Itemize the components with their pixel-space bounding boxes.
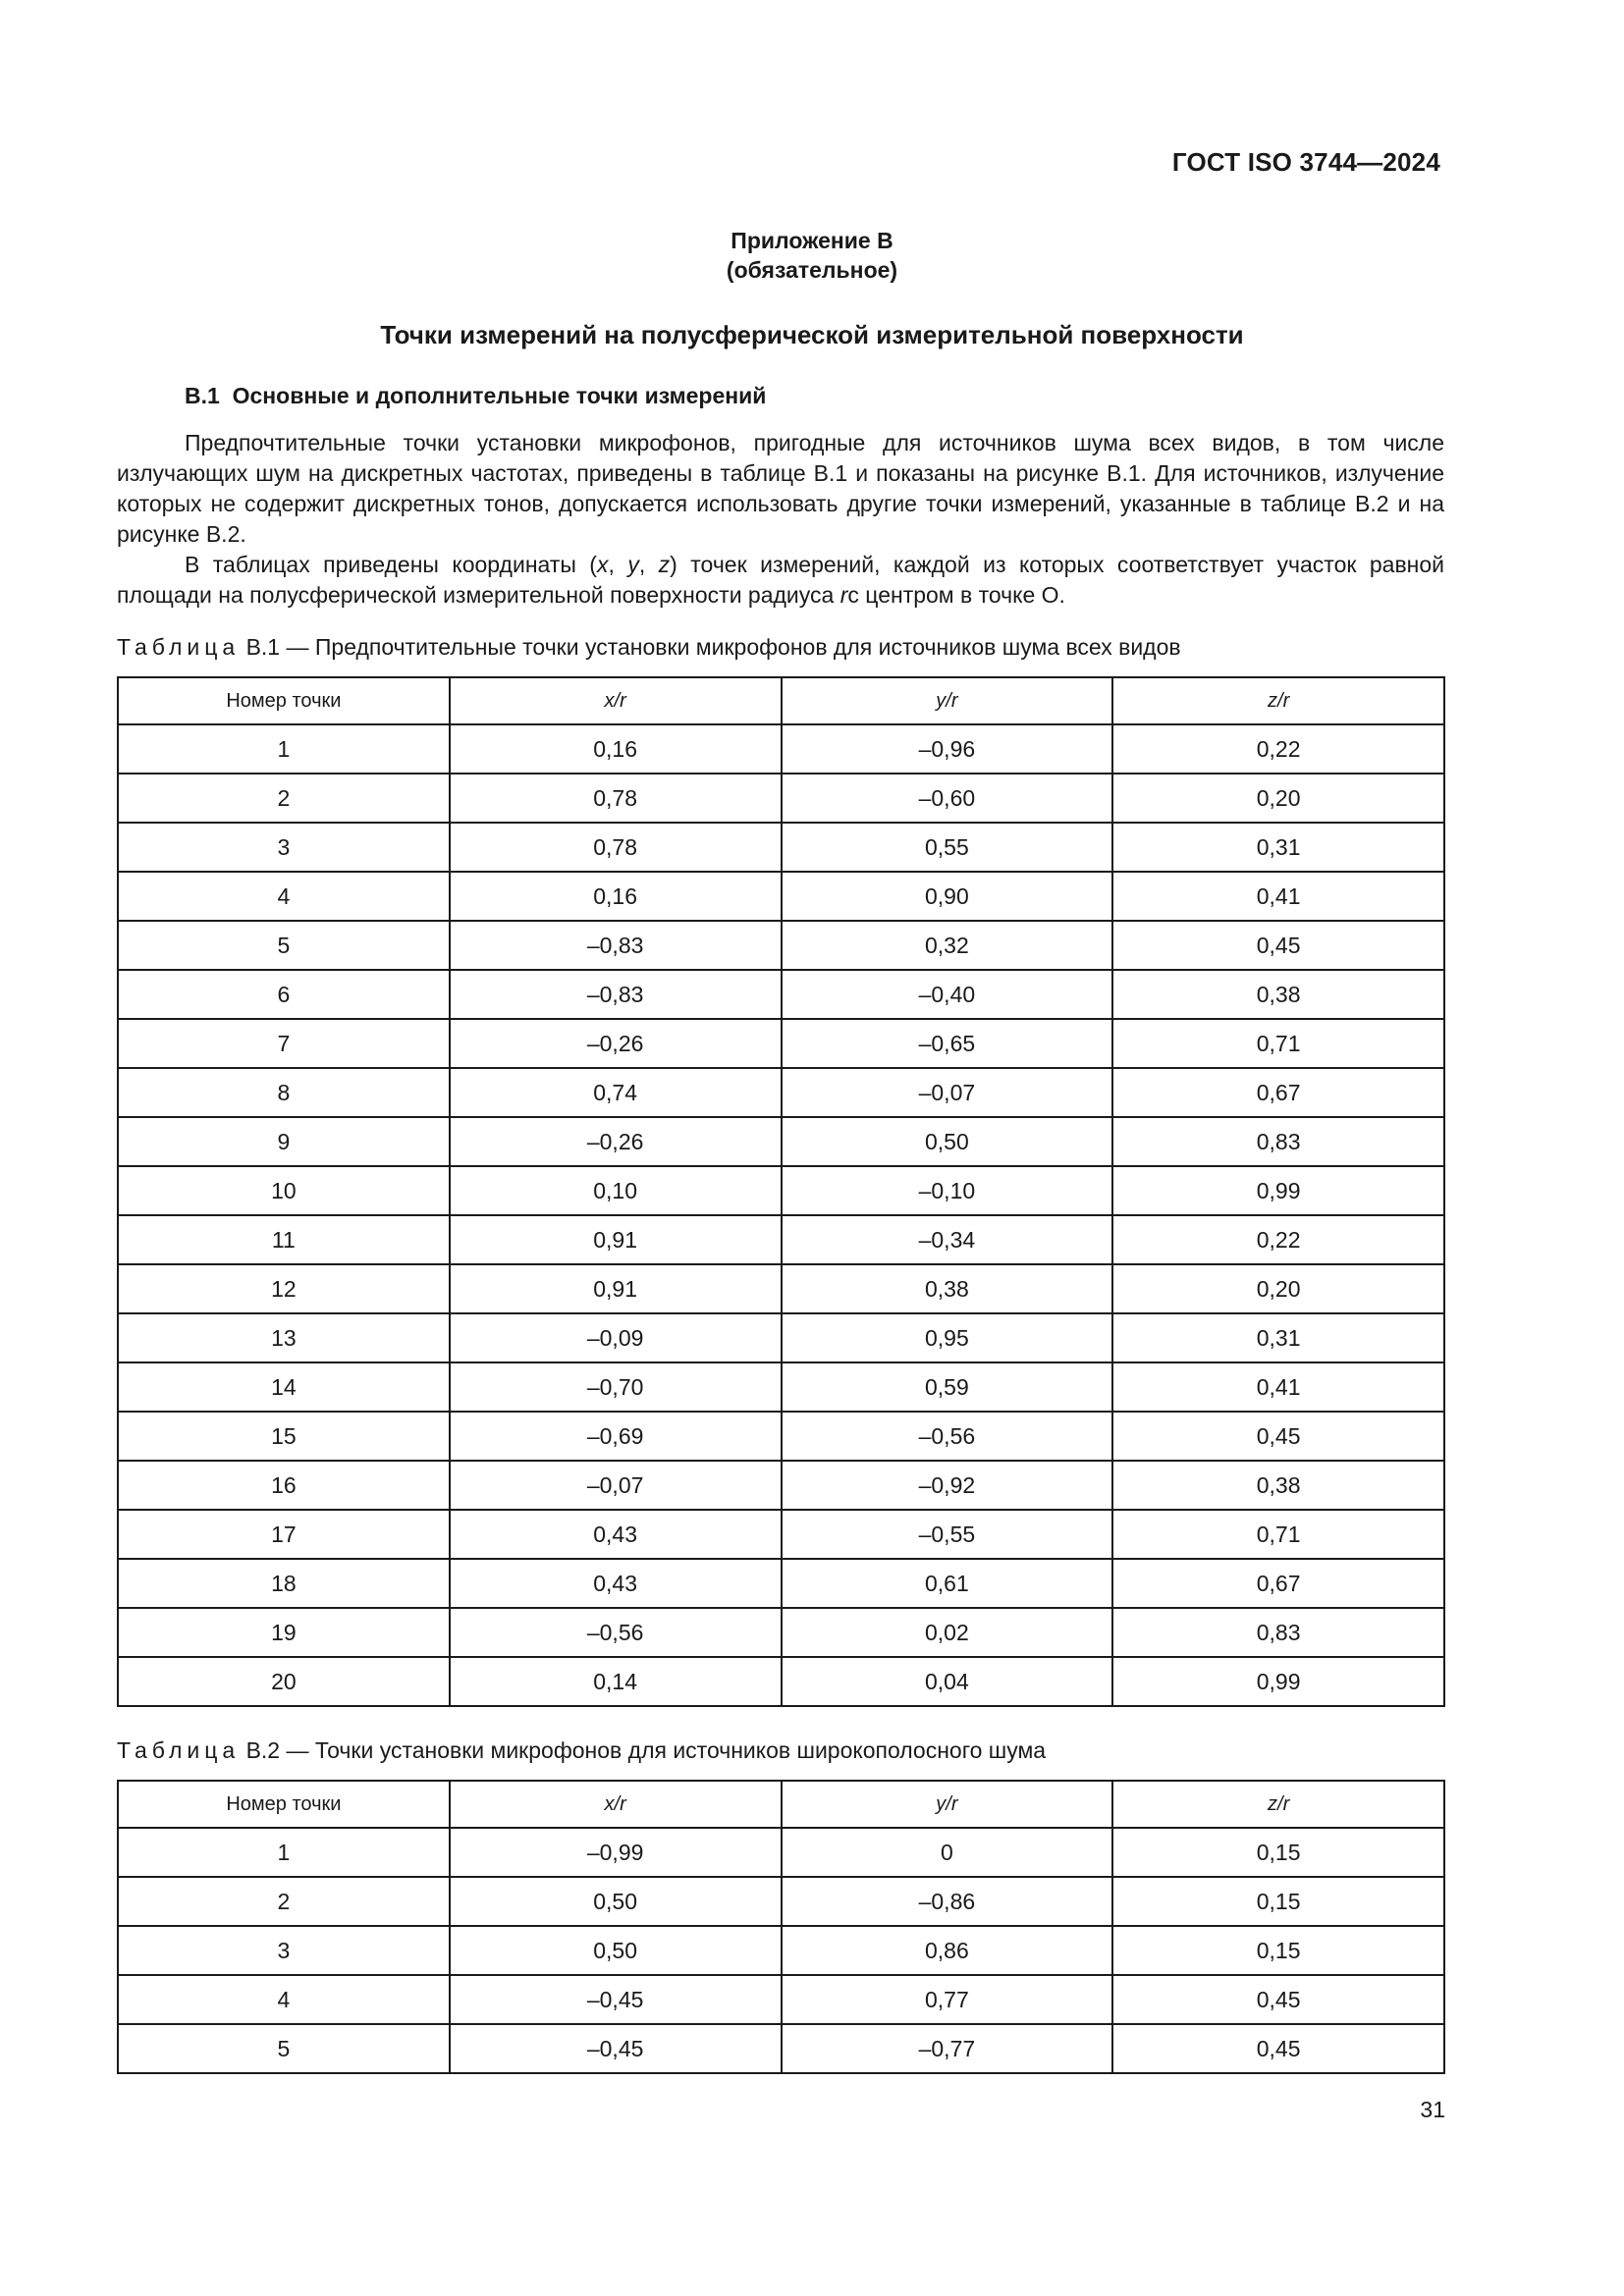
y-over-r-cell: –0,34 <box>782 1215 1113 1264</box>
x-over-r-cell: 0,78 <box>450 774 782 823</box>
table-word: Таблица <box>117 634 241 660</box>
page-number: 31 <box>1420 2097 1445 2122</box>
z-over-r-cell: 0,71 <box>1112 1019 1444 1068</box>
point-number-cell: 10 <box>118 1166 450 1215</box>
y-over-r-cell: 0,02 <box>782 1608 1113 1657</box>
table-header-row <box>118 677 1444 724</box>
z-over-r-cell: 0,41 <box>1112 1362 1444 1412</box>
z-over-r-cell: 0,45 <box>1112 1412 1444 1461</box>
paragraph-2-text-c: с центром в точке О. <box>847 582 1065 608</box>
table-row <box>118 823 1444 872</box>
point-number-cell: 16 <box>118 1461 450 1510</box>
point-number-cell: 1 <box>118 724 450 774</box>
table-row <box>118 1657 1444 1706</box>
point-number-cell: 2 <box>118 774 450 823</box>
z-over-r-cell: 0,38 <box>1112 970 1444 1019</box>
table-row <box>118 1313 1444 1362</box>
z-over-r-cell: 0,15 <box>1112 1828 1444 1877</box>
x-over-r-cell: 0,78 <box>450 823 782 872</box>
x-over-r-cell: –0,69 <box>450 1412 782 1461</box>
y-over-r-cell: –0,86 <box>782 1877 1113 1926</box>
x-over-r-cell: –0,99 <box>450 1828 782 1877</box>
z-over-r-cell: 0,71 <box>1112 1510 1444 1559</box>
x-over-r-cell: –0,83 <box>450 970 782 1019</box>
table-2-caption-text: В.2 — Точки установки микрофонов для источников широкополосного шума <box>240 1737 1047 1763</box>
table-row <box>118 1166 1444 1215</box>
x-over-r-cell: 0,50 <box>450 1926 782 1975</box>
z-over-r-cell: 0,31 <box>1112 823 1444 872</box>
paragraph-2 <box>117 550 1444 611</box>
x-over-r-cell: –0,83 <box>450 921 782 970</box>
table-row <box>118 1608 1444 1657</box>
point-number-cell: 3 <box>118 823 450 872</box>
y-over-r-cell: –0,07 <box>782 1068 1113 1117</box>
table-row <box>118 1264 1444 1313</box>
x-over-r-cell: 0,14 <box>450 1657 782 1706</box>
point-number-cell: 1 <box>118 1828 450 1877</box>
point-number-cell: 9 <box>118 1117 450 1166</box>
point-number-cell: 5 <box>118 921 450 970</box>
y-over-r-cell: 0,59 <box>782 1362 1113 1412</box>
z-over-r-cell: 0,45 <box>1112 921 1444 970</box>
x-over-r-cell: –0,70 <box>450 1362 782 1412</box>
section-title: Точки измерений на полусферической измерительной поверхности <box>380 320 1244 349</box>
document-code: ГОСТ ISO 3744—2024 <box>1171 147 1440 177</box>
x-over-r-cell: 0,16 <box>450 872 782 921</box>
table-header-row <box>118 1781 1444 1828</box>
x-over-r-cell: 0,91 <box>450 1264 782 1313</box>
x-over-r-cell: –0,45 <box>450 2024 782 2073</box>
point-number-cell: 5 <box>118 2024 450 2073</box>
separator: , <box>638 552 659 577</box>
table-row <box>118 1412 1444 1461</box>
header-point-number: Номер точки <box>118 1781 450 1828</box>
table-1-caption-text: В.1 — Предпочтительные точки установки микрофонов для источников шума всех видов <box>240 634 1181 660</box>
z-over-r-cell: 0,31 <box>1112 1313 1444 1362</box>
z-over-r-cell: 0,38 <box>1112 1461 1444 1510</box>
point-number-cell: 12 <box>118 1264 450 1313</box>
table-row <box>118 1559 1444 1608</box>
x-over-r-cell: –0,26 <box>450 1019 782 1068</box>
table-row <box>118 970 1444 1019</box>
y-over-r-cell: –0,65 <box>782 1019 1113 1068</box>
point-number-cell: 8 <box>118 1068 450 1117</box>
y-over-r-cell: 0,61 <box>782 1559 1113 1608</box>
header-z-over-r: z/r <box>1112 1781 1444 1828</box>
point-number-cell: 4 <box>118 1975 450 2024</box>
table-row <box>118 1975 1444 2024</box>
header-z-over-r: z/r <box>1112 677 1444 724</box>
table-row <box>118 872 1444 921</box>
point-number-cell: 6 <box>118 970 450 1019</box>
y-over-r-cell: 0,55 <box>782 823 1113 872</box>
header-point-number: Номер точки <box>118 677 450 724</box>
x-over-r-cell: 0,50 <box>450 1877 782 1926</box>
point-number-cell: 2 <box>118 1877 450 1926</box>
point-number-cell: 15 <box>118 1412 450 1461</box>
table-word: Таблица <box>117 1737 241 1763</box>
y-over-r-cell: –0,92 <box>782 1461 1113 1510</box>
coord-y: y <box>627 552 639 577</box>
table-row <box>118 1362 1444 1412</box>
x-over-r-cell: 0,10 <box>450 1166 782 1215</box>
x-over-r-cell: 0,91 <box>450 1215 782 1264</box>
z-over-r-cell: 0,99 <box>1112 1166 1444 1215</box>
z-over-r-cell: 0,67 <box>1112 1559 1444 1608</box>
z-over-r-cell: 0,67 <box>1112 1068 1444 1117</box>
subsection-heading: В.1 Основные и дополнительные точки измерений <box>185 383 767 408</box>
y-over-r-cell: –0,77 <box>782 2024 1113 2073</box>
x-over-r-cell: 0,43 <box>450 1510 782 1559</box>
point-number-cell: 4 <box>118 872 450 921</box>
radius-symbol: r <box>839 582 848 608</box>
z-over-r-cell: 0,20 <box>1112 1264 1444 1313</box>
table-row <box>118 724 1444 774</box>
y-over-r-cell: –0,10 <box>782 1166 1113 1215</box>
x-over-r-cell: 0,74 <box>450 1068 782 1117</box>
table-row <box>118 1828 1444 1877</box>
x-over-r-cell: –0,45 <box>450 1975 782 2024</box>
y-over-r-cell: 0,77 <box>782 1975 1113 2024</box>
header-x-over-r: x/r <box>450 1781 782 1828</box>
header-y-over-r: y/r <box>782 1781 1113 1828</box>
point-number-cell: 19 <box>118 1608 450 1657</box>
header-y-over-r: y/r <box>782 677 1113 724</box>
point-number-cell: 20 <box>118 1657 450 1706</box>
y-over-r-cell: 0,04 <box>782 1657 1113 1706</box>
x-over-r-cell: –0,09 <box>450 1313 782 1362</box>
y-over-r-cell: –0,60 <box>782 774 1113 823</box>
table-row <box>118 1068 1444 1117</box>
separator: , <box>608 552 628 577</box>
table-row <box>118 774 1444 823</box>
table-row <box>118 2024 1444 2073</box>
table-1 <box>117 676 1445 1707</box>
point-number-cell: 7 <box>118 1019 450 1068</box>
table-row <box>118 1877 1444 1926</box>
table-row <box>118 1510 1444 1559</box>
y-over-r-cell: 0,32 <box>782 921 1113 970</box>
paragraph-2-text-a: В таблицах приведены координаты ( <box>185 552 597 577</box>
x-over-r-cell: 0,16 <box>450 724 782 774</box>
z-over-r-cell: 0,45 <box>1112 2024 1444 2073</box>
y-over-r-cell: –0,40 <box>782 970 1113 1019</box>
y-over-r-cell: 0 <box>782 1828 1113 1877</box>
table-2 <box>117 1780 1445 2074</box>
point-number-cell: 3 <box>118 1926 450 1975</box>
table-2-caption <box>117 1737 1046 1764</box>
y-over-r-cell: 0,95 <box>782 1313 1113 1362</box>
annex-title: Приложение В <box>731 228 893 253</box>
y-over-r-cell: –0,96 <box>782 724 1113 774</box>
y-over-r-cell: 0,38 <box>782 1264 1113 1313</box>
table-row <box>118 1926 1444 1975</box>
z-over-r-cell: 0,15 <box>1112 1926 1444 1975</box>
x-over-r-cell: –0,07 <box>450 1461 782 1510</box>
annex-status-note: (обязательное) <box>726 257 898 283</box>
z-over-r-cell: 0,45 <box>1112 1975 1444 2024</box>
y-over-r-cell: 0,90 <box>782 872 1113 921</box>
coord-z: z <box>658 552 671 577</box>
table-row <box>118 1117 1444 1166</box>
z-over-r-cell: 0,83 <box>1112 1608 1444 1657</box>
point-number-cell: 18 <box>118 1559 450 1608</box>
z-over-r-cell: 0,83 <box>1112 1117 1444 1166</box>
point-number-cell: 11 <box>118 1215 450 1264</box>
table-row <box>118 921 1444 970</box>
y-over-r-cell: 0,86 <box>782 1926 1113 1975</box>
z-over-r-cell: 0,15 <box>1112 1877 1444 1926</box>
point-number-cell: 17 <box>118 1510 450 1559</box>
coord-x: x <box>596 552 609 577</box>
x-over-r-cell: 0,43 <box>450 1559 782 1608</box>
point-number-cell: 13 <box>118 1313 450 1362</box>
z-over-r-cell: 0,99 <box>1112 1657 1444 1706</box>
header-x-over-r: x/r <box>450 677 782 724</box>
paragraph-2-text-b: ) точек измерений, каждой из которых соответствует участок равной площади на полусферической измерительной поверхности радиуса <box>117 552 1445 608</box>
y-over-r-cell: –0,55 <box>782 1510 1113 1559</box>
z-over-r-cell: 0,22 <box>1112 724 1444 774</box>
table-row <box>118 1215 1444 1264</box>
y-over-r-cell: –0,56 <box>782 1412 1113 1461</box>
table-1-caption <box>117 634 1181 661</box>
point-number-cell: 14 <box>118 1362 450 1412</box>
table-row <box>118 1461 1444 1510</box>
x-over-r-cell: –0,26 <box>450 1117 782 1166</box>
paragraph-1: Предпочтительные точки установки микрофонов, пригодные для источников шума всех видов, в том числе излучающих шум на дискретных частотах, приведены в таблице В.1 и показаны на рисунке В.1. Для источников, излучение которых не содержит дискретных тонов, допускается использовать другие точки измерений, указанные в таблице В.2 и на рисунке В.2. <box>117 430 1444 547</box>
z-over-r-cell: 0,20 <box>1112 774 1444 823</box>
table-row <box>118 1019 1444 1068</box>
x-over-r-cell: –0,56 <box>450 1608 782 1657</box>
y-over-r-cell: 0,50 <box>782 1117 1113 1166</box>
z-over-r-cell: 0,41 <box>1112 872 1444 921</box>
z-over-r-cell: 0,22 <box>1112 1215 1444 1264</box>
